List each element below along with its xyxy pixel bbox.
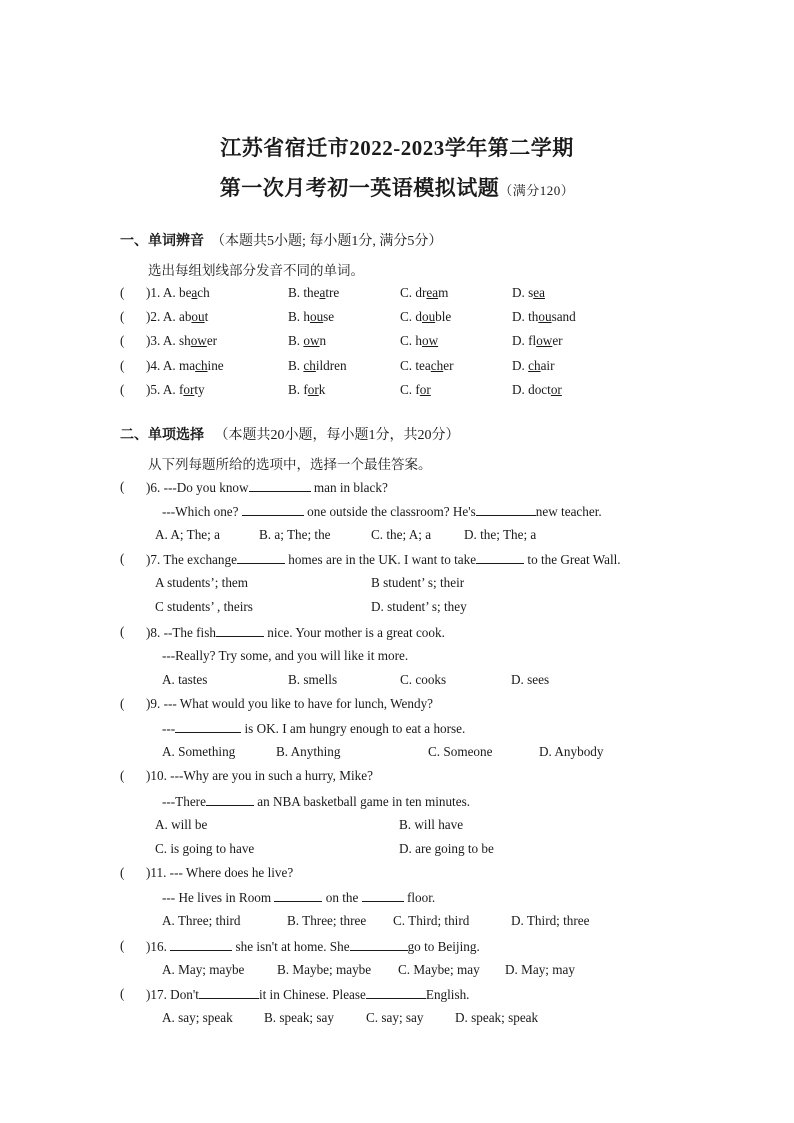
word-prefix: B. bbox=[288, 358, 304, 373]
answer-paren-17: ( bbox=[120, 986, 125, 1001]
q11-option-d: D. Third; three bbox=[511, 913, 590, 928]
phonics-q1-option-d bbox=[512, 285, 545, 301]
q17-option-c: C. say; say bbox=[366, 1010, 424, 1025]
underlined-letters: a bbox=[319, 285, 326, 300]
q16-option-a: A. May; maybe bbox=[162, 962, 245, 977]
word-prefix: f bbox=[178, 382, 184, 397]
q8-option-c: C. cooks bbox=[400, 672, 447, 687]
q10-option-a: A. will be bbox=[155, 817, 208, 832]
word-prefix: C. dr bbox=[400, 285, 427, 300]
word-prefix: C. d bbox=[400, 309, 422, 324]
phonics-q3-option-d bbox=[512, 333, 563, 349]
underlined-letters: ow bbox=[536, 333, 553, 348]
underlined-letters: ow bbox=[421, 333, 439, 348]
word-suffix: n bbox=[319, 333, 327, 348]
word-prefix: B. f bbox=[288, 382, 308, 397]
word-prefix: D. th bbox=[512, 309, 539, 324]
answer-paren-16: ( bbox=[120, 938, 125, 953]
phonics-q2-number: )2. A. bbox=[146, 309, 179, 324]
word-prefix: B. h bbox=[288, 309, 310, 324]
q16-blank-1[interactable] bbox=[170, 938, 232, 951]
word-prefix: B. the bbox=[288, 285, 320, 300]
q17-option-b: B. speak; say bbox=[264, 1010, 334, 1025]
question-10-line1: )10. ---Why are you in such a hurry, Mike? bbox=[146, 768, 373, 783]
answer-paren-9: ( bbox=[120, 696, 125, 711]
q6-blank-2[interactable] bbox=[242, 503, 304, 516]
q17-text-a: )17. Don't bbox=[146, 987, 199, 1002]
q7-text-c: to the Great Wall. bbox=[524, 552, 621, 567]
q7-option-c: C students’ , theirs bbox=[155, 599, 253, 614]
q10-text-c: an NBA basketball game in ten minutes. bbox=[253, 794, 471, 809]
exam-title-line2 bbox=[0, 172, 794, 202]
phonics-q4-option-d bbox=[512, 358, 555, 374]
full-score-note: （满分120） bbox=[499, 183, 575, 198]
question-11-line1: )11. --- Where does he live? bbox=[146, 865, 294, 880]
answer-paren-3: ( bbox=[120, 333, 125, 348]
q7-text-b: homes are in the UK. I want to take bbox=[284, 552, 477, 567]
word-prefix: D. fl bbox=[512, 333, 537, 348]
phonics-q1-number: )1. A. bbox=[146, 285, 179, 300]
phonics-q5-option-d bbox=[512, 382, 562, 398]
word-suffix: er bbox=[206, 333, 218, 348]
section1-instruction: 选出每组划线部分发音不同的单词。 bbox=[148, 263, 364, 278]
underlined-letters: or bbox=[307, 382, 319, 397]
q6-option-b: B. a; The; the bbox=[259, 527, 331, 542]
answer-paren-5: ( bbox=[120, 382, 125, 397]
question-6-line1 bbox=[146, 479, 388, 496]
word-suffix: k bbox=[318, 382, 326, 397]
q16-option-b: B. Maybe; maybe bbox=[277, 962, 372, 977]
section2-title: 二、单项选择 bbox=[120, 428, 204, 443]
q8-option-d: D. sees bbox=[511, 672, 550, 687]
underlined-letters: ch bbox=[303, 358, 316, 373]
q17-text-c: English. bbox=[425, 987, 470, 1002]
word-suffix: ch bbox=[197, 285, 210, 300]
q11-text-c: on the bbox=[322, 890, 362, 905]
underlined-letters: ou bbox=[309, 309, 324, 324]
question-16-line1 bbox=[146, 938, 480, 955]
q16-text-c: go to Beijing. bbox=[407, 939, 480, 954]
word-prefix: be bbox=[178, 285, 192, 300]
exam-title-text: 第一次月考初一英语模拟试题 bbox=[219, 176, 500, 200]
word-suffix: sand bbox=[551, 309, 576, 324]
question-6-line2 bbox=[162, 503, 602, 520]
q9-option-b: B. Anything bbox=[276, 744, 341, 759]
q9-option-a: A. Something bbox=[162, 744, 236, 759]
answer-paren-8: ( bbox=[120, 624, 125, 639]
q16-text-a: )16. bbox=[146, 939, 171, 954]
phonics-q4-option-b bbox=[288, 358, 347, 374]
q10-option-b: B. will have bbox=[399, 817, 464, 832]
question-7-line1 bbox=[146, 551, 621, 568]
q8-text-b: nice. Your mother is a great cook. bbox=[263, 625, 445, 640]
word-prefix: ab bbox=[178, 309, 192, 324]
q16-blank-2[interactable] bbox=[350, 938, 408, 951]
phonics-q1-option-a bbox=[146, 285, 210, 301]
phonics-q2-option-d bbox=[512, 309, 576, 325]
q17-text-b: it in Chinese. Please bbox=[258, 987, 366, 1002]
answer-paren-11: ( bbox=[120, 865, 125, 880]
underlined-letters: ow bbox=[303, 333, 320, 348]
underlined-letters: ou bbox=[421, 309, 436, 324]
underlined-letters: ch bbox=[528, 358, 541, 373]
word-prefix: D. bbox=[512, 358, 529, 373]
phonics-q1-option-c bbox=[400, 285, 448, 301]
q17-blank-2[interactable] bbox=[366, 986, 426, 999]
q6-option-d: D. the; The; a bbox=[464, 527, 537, 542]
q16-option-c: C. Maybe; may bbox=[398, 962, 480, 977]
phonics-q4-option-c bbox=[400, 358, 453, 374]
q10-blank-1[interactable] bbox=[206, 793, 254, 806]
phonics-q2-option-b bbox=[288, 309, 334, 325]
answer-paren-4: ( bbox=[120, 358, 125, 373]
word-suffix: m bbox=[438, 285, 449, 300]
q9-text-b: --- bbox=[162, 721, 176, 736]
question-9-line2 bbox=[162, 720, 465, 737]
word-suffix: se bbox=[323, 309, 335, 324]
answer-paren-1: ( bbox=[120, 285, 125, 300]
q7-option-a: A students’; them bbox=[155, 575, 249, 590]
word-suffix: er bbox=[443, 358, 454, 373]
phonics-q2-option-c bbox=[400, 309, 451, 325]
phonics-q5-option-a bbox=[146, 382, 205, 398]
word-prefix: D. s bbox=[512, 285, 534, 300]
q6-option-a: A. A; The; a bbox=[155, 527, 220, 542]
q9-blank-1[interactable] bbox=[175, 720, 241, 733]
q6-text-c: ---Which one? bbox=[162, 504, 242, 519]
q7-option-b: B student’ s; their bbox=[371, 575, 465, 590]
underlined-letters: ou bbox=[538, 309, 552, 324]
answer-paren-2: ( bbox=[120, 309, 125, 324]
question-9-line1: )9. --- What would you like to have for lunch, Wendy? bbox=[146, 696, 434, 711]
q11-blank-1[interactable] bbox=[274, 889, 322, 902]
word-suffix: ine bbox=[207, 358, 224, 373]
q7-text-a: )7. The exchange bbox=[146, 552, 237, 567]
phonics-q4-number: )4. A. bbox=[146, 358, 179, 373]
q6-text-e: new teacher. bbox=[535, 504, 602, 519]
q17-blank-1[interactable] bbox=[199, 986, 259, 999]
underlined-letters: ea bbox=[533, 285, 545, 300]
q6-text-d: one outside the classroom? He's bbox=[303, 504, 476, 519]
phonics-q4-option-a bbox=[146, 358, 224, 374]
question-10-line2 bbox=[162, 793, 470, 810]
word-prefix: ma bbox=[178, 358, 196, 373]
word-prefix: B. bbox=[288, 333, 304, 348]
q7-blank-1[interactable] bbox=[237, 551, 285, 564]
question-11-line2 bbox=[162, 889, 435, 906]
q10-text-b: ---There bbox=[162, 794, 206, 809]
question-8-line2: ---Really? Try some, and you will like it more. bbox=[162, 648, 409, 663]
q9-text-c: is OK. I am hungry enough to eat a horse. bbox=[241, 721, 466, 736]
q8-text-a: )8. --The fish bbox=[146, 625, 216, 640]
phonics-q3-number: )3. A. bbox=[146, 333, 179, 348]
q6-blank-1[interactable] bbox=[249, 479, 311, 492]
answer-paren-10: ( bbox=[120, 768, 125, 783]
phonics-q5-option-b bbox=[288, 382, 325, 398]
phonics-q2-option-a bbox=[146, 309, 208, 325]
q8-option-b: B. smells bbox=[288, 672, 338, 687]
q8-blank-1[interactable] bbox=[216, 624, 264, 637]
word-prefix: D. doct bbox=[512, 382, 551, 397]
q17-option-d: D. speak; speak bbox=[455, 1010, 539, 1025]
exam-title-line1: 江苏省宿迁市2022-2023学年第二学期 bbox=[220, 136, 574, 160]
question-8-line1 bbox=[146, 624, 445, 641]
q6-option-c: C. the; A; a bbox=[371, 527, 432, 542]
word-suffix: ble bbox=[435, 309, 452, 324]
phonics-q1-option-b bbox=[288, 285, 339, 301]
q11-option-c: C. Third; third bbox=[393, 913, 470, 928]
q17-option-a: A. say; speak bbox=[162, 1010, 233, 1025]
word-suffix: er bbox=[552, 333, 563, 348]
q16-option-d: D. May; may bbox=[505, 962, 575, 977]
q11-text-b: --- He lives in Room bbox=[162, 890, 275, 905]
section2-note: （本题共20小题，每小题1分，共20分） bbox=[214, 428, 460, 443]
question-17-line1 bbox=[146, 986, 469, 1003]
section1-heading bbox=[120, 230, 442, 250]
q10-option-c: C. is going to have bbox=[155, 841, 255, 856]
q7-blank-2[interactable] bbox=[476, 551, 524, 564]
q11-option-a: A. Three; third bbox=[162, 913, 241, 928]
answer-paren-6: ( bbox=[120, 479, 125, 494]
word-prefix: sh bbox=[178, 333, 191, 348]
underlined-letters: a bbox=[191, 285, 198, 300]
word-suffix: ildren bbox=[315, 358, 347, 373]
word-prefix: C. f bbox=[400, 382, 420, 397]
answer-paren-7: ( bbox=[120, 551, 125, 566]
q8-option-a: A. tastes bbox=[162, 672, 208, 687]
word-suffix: air bbox=[540, 358, 555, 373]
underlined-letters: ea bbox=[426, 285, 439, 300]
underlined-letters: or bbox=[550, 382, 562, 397]
underlined-letters: ou bbox=[191, 309, 205, 324]
section2-heading bbox=[120, 424, 460, 444]
phonics-q5-number: )5. A. bbox=[146, 382, 179, 397]
q10-option-d: D. are going to be bbox=[399, 841, 494, 856]
phonics-q3-option-c bbox=[400, 333, 438, 349]
underlined-letters: ch bbox=[195, 358, 208, 373]
phonics-q3-option-b bbox=[288, 333, 326, 349]
q16-text-b: she isn't at home. She bbox=[232, 939, 350, 954]
word-suffix: ty bbox=[194, 382, 205, 397]
phonics-q5-option-c bbox=[400, 382, 431, 398]
q11-text-d: floor. bbox=[403, 890, 436, 905]
underlined-letters: ow bbox=[190, 333, 207, 348]
underlined-letters: ch bbox=[430, 358, 444, 373]
word-suffix: t bbox=[204, 309, 209, 324]
q6-blank-3[interactable] bbox=[476, 503, 536, 516]
phonics-q3-option-a bbox=[146, 333, 217, 349]
word-prefix: C. tea bbox=[400, 358, 431, 373]
q9-option-c: C. Someone bbox=[428, 744, 493, 759]
q11-blank-2[interactable] bbox=[362, 889, 404, 902]
section1-note: （本题共5小题; 每小题1分, 满分5分） bbox=[211, 234, 443, 249]
section2-instruction: 从下列每题所给的选项中，选择一个最佳答案。 bbox=[148, 457, 432, 472]
underlined-letters: or bbox=[419, 382, 431, 397]
q9-option-d: D. Anybody bbox=[539, 744, 604, 759]
word-prefix: C. h bbox=[400, 333, 422, 348]
q11-option-b: B. Three; three bbox=[287, 913, 367, 928]
q6-text-b: man in black? bbox=[310, 480, 388, 495]
q7-option-d: D. student’ s; they bbox=[371, 599, 467, 614]
q6-text-a: )6. ---Do you know bbox=[146, 480, 249, 495]
section1-title: 一、单词辨音 bbox=[120, 234, 204, 249]
underlined-letters: or bbox=[183, 382, 195, 397]
word-suffix: tre bbox=[325, 285, 340, 300]
